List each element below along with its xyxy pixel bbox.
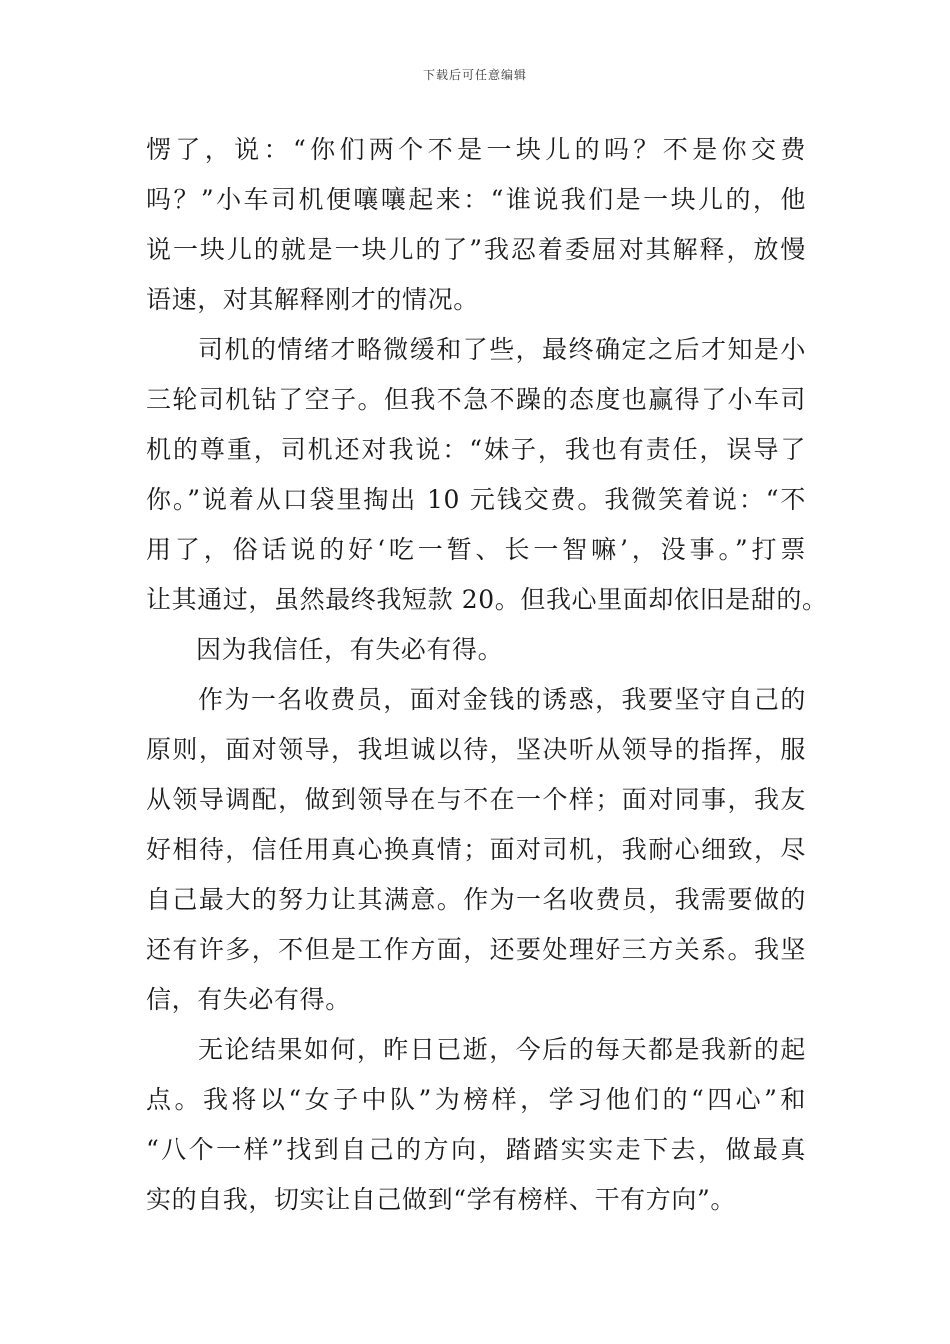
text-line: 因为我信任，有失必有得。 — [196, 635, 504, 664]
text-line: 信，有失必有得。 — [146, 985, 351, 1014]
text-line: 愣了，说：“你们两个不是一块儿的吗？不是你交费 — [146, 135, 806, 164]
text-line: 让其通过，虽然最终我短款 20。但我心里面却依旧是甜的。 — [146, 585, 828, 614]
text-line: 原则，面对领导，我坦诚以待，坚决听从领导的指挥，服 — [146, 735, 806, 764]
text-line: 三轮司机钻了空子。但我不急不躁的态度也赢得了小车司 — [146, 385, 806, 414]
text-line: 无论结果如何，昨日已逝，今后的每天都是我新的起 — [198, 1035, 806, 1064]
text-line: 用了，俗话说的好‘吃一暂、长一智嘛’，没事。”打票 — [146, 535, 806, 564]
text-line: 作为一名收费员，面对金钱的诱惑，我要坚守自己的 — [198, 685, 806, 714]
text-line: 吗？”小车司机便嚷嚷起来：“谁说我们是一块儿的，他 — [146, 185, 806, 214]
text-line: 自己最大的努力让其满意。作为一名收费员，我需要做的 — [146, 885, 806, 914]
page-header: 下载后可任意编辑 — [422, 68, 527, 82]
text-line: 还有许多，不但是工作方面，还要处理好三方关系。我坚 — [146, 935, 806, 964]
text-line: 点。我将以“女子中队”为榜样，学习他们的“四心”和 — [146, 1085, 806, 1114]
text-line: 实的自我，切实让自己做到“学有榜样、干有方向”。 — [146, 1185, 736, 1214]
text-line: 司机的情绪才略微缓和了些，最终确定之后才知是小 — [198, 335, 806, 364]
text-line: 从领导调配，做到领导在与不在一个样；面对同事，我友 — [146, 785, 806, 814]
text-line: 说一块儿的就是一块儿的了”我忍着委屈对其解释，放慢 — [146, 235, 806, 264]
text-line: 好相待，信任用真心换真情；面对司机，我耐心细致，尽 — [146, 835, 806, 864]
text-line: 机的尊重，司机还对我说：“妹子，我也有责任，误导了 — [146, 435, 806, 464]
text-line: 语速，对其解释刚才的情况。 — [146, 285, 479, 314]
text-line: “八个一样”找到自己的方向，踏踏实实走下去，做最真 — [146, 1135, 806, 1164]
text-line: 你。”说着从口袋里掏出 10 元钱交费。我微笑着说：“不 — [146, 485, 806, 514]
